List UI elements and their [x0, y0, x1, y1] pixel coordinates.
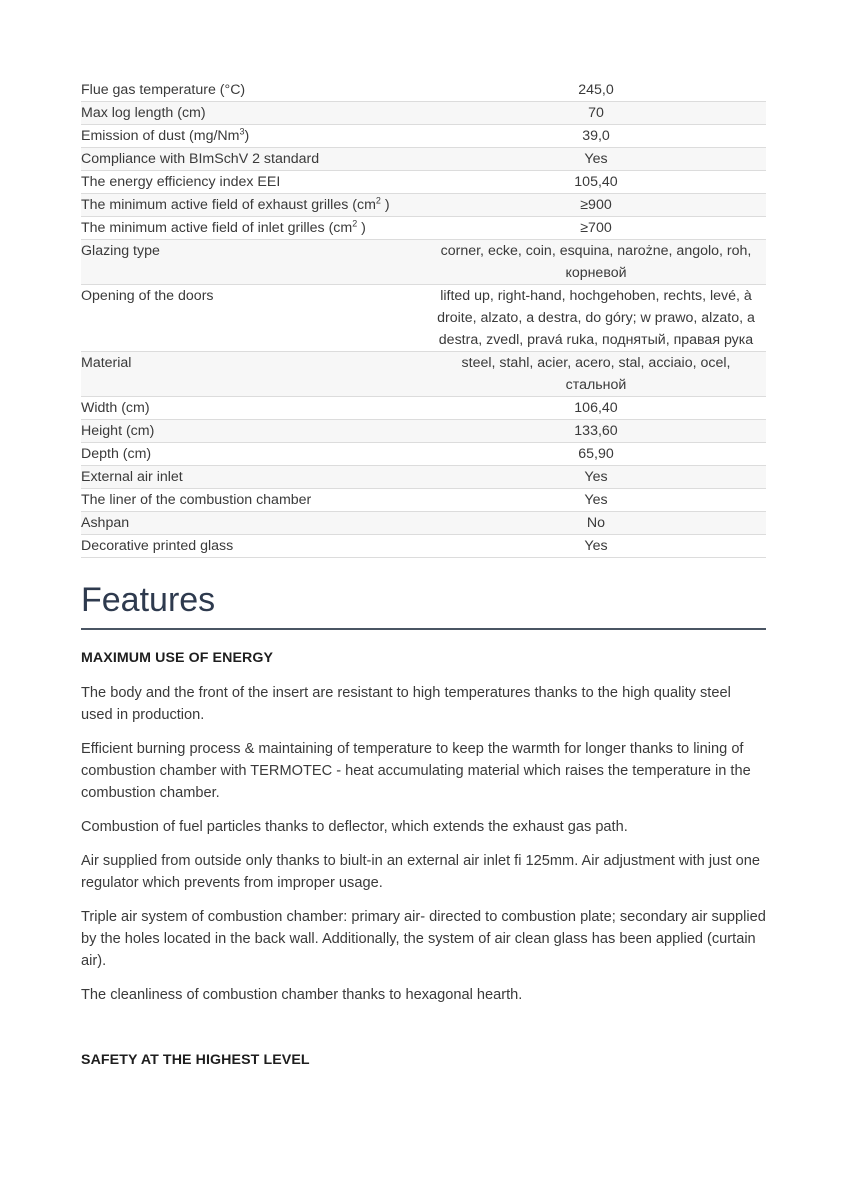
spec-label: The liner of the combustion chamber	[81, 489, 426, 512]
features-section-energy	[81, 650, 766, 1006]
table-row	[81, 535, 766, 558]
table-row	[81, 466, 766, 489]
paragraph: Efficient burning process & maintaining of temperature to keep the warmth for longer thanks to lining of combustion chamber with TERMOTEC - heat accumulating material which raises the temperature in the combustion chamber.	[81, 741, 751, 801]
features-heading: Features	[81, 580, 766, 630]
table-row	[81, 397, 766, 420]
spec-label: Width (cm)	[81, 397, 426, 420]
spec-label: Compliance with BImSchV 2 standard	[81, 148, 426, 171]
spec-value: ≥700	[426, 217, 766, 240]
spec-value: 65,90	[426, 443, 766, 466]
section-heading: MAXIMUM USE OF ENERGY	[81, 650, 274, 666]
spec-value: Yes	[426, 489, 766, 512]
spec-value: 106,40	[426, 397, 766, 420]
spec-value: 39,0	[426, 125, 766, 148]
spec-value: lifted up, right-hand, hochgehoben, rechts, levé, à droite, alzato, a destra, do góry; w prawo, alzato, a destra, zvedl, pravá ruka, поднятый, правая рука	[426, 285, 766, 352]
table-row	[81, 148, 766, 171]
paragraph: Triple air system of combustion chamber: primary air- directed to combustion plate; secondary air supplied by the holes located in the back wall. Additionally, the system of air clean glass has been applied (curtain air).	[81, 909, 766, 969]
table-row	[81, 194, 766, 217]
spec-label-text: The minimum active field of exhaust grilles (cm	[81, 197, 376, 213]
spec-label: Decorative printed glass	[81, 535, 426, 558]
specifications-table	[81, 79, 766, 558]
spec-value: corner, ecke, coin, esquina, narożne, angolo, roh, корневой	[426, 240, 766, 285]
spec-label: External air inlet	[81, 466, 426, 489]
spec-value: 105,40	[426, 171, 766, 194]
spec-value: steel, stahl, acier, acero, stal, acciaio, ocel, стальной	[426, 352, 766, 397]
spec-label-suffix: )	[380, 197, 390, 213]
spec-label: Ashpan	[81, 512, 426, 535]
spec-label: Glazing type	[81, 240, 426, 285]
paragraph: Air supplied from outside only thanks to biult-in an external air inlet fi 125mm. Air adjustment with just one regulator which prevents from improper usage.	[81, 853, 760, 891]
table-row	[81, 102, 766, 125]
spec-label: Material	[81, 352, 426, 397]
spec-label	[81, 217, 426, 240]
table-row	[81, 489, 766, 512]
document-page	[81, 79, 766, 1068]
spec-label: Max log length (cm)	[81, 102, 426, 125]
table-row	[81, 285, 766, 352]
spec-label-text: Emission of dust (mg/Nm	[81, 128, 240, 144]
table-row	[81, 443, 766, 466]
spec-value: Yes	[426, 148, 766, 171]
spec-value: No	[426, 512, 766, 535]
spec-label-superscript: 3	[239, 126, 245, 137]
table-row	[81, 352, 766, 397]
table-row	[81, 512, 766, 535]
spec-label-text: The minimum active field of inlet grilles (cm	[81, 220, 353, 236]
spec-value: Yes	[426, 466, 766, 489]
table-row	[81, 240, 766, 285]
spec-value: 245,0	[426, 79, 766, 102]
spec-value: 70	[426, 102, 766, 125]
spec-label	[81, 194, 426, 217]
spec-label: Depth (cm)	[81, 443, 426, 466]
spec-value: 133,60	[426, 420, 766, 443]
spec-label-superscript: 2	[352, 218, 358, 229]
table-row	[81, 125, 766, 148]
spec-value: Yes	[426, 535, 766, 558]
spec-label: Height (cm)	[81, 420, 426, 443]
spec-label: Flue gas temperature (°C)	[81, 79, 426, 102]
features-section-safety	[81, 1052, 766, 1068]
spec-label	[81, 125, 426, 148]
spec-label-suffix: )	[244, 128, 250, 144]
table-row	[81, 171, 766, 194]
paragraph: Combustion of fuel particles thanks to deflector, which extends the exhaust gas path.	[81, 819, 628, 835]
spec-label-superscript: 2	[375, 195, 381, 206]
spec-label: The energy efficiency index EEI	[81, 171, 426, 194]
table-row	[81, 420, 766, 443]
table-row	[81, 79, 766, 102]
table-row	[81, 217, 766, 240]
spec-value: ≥900	[426, 194, 766, 217]
paragraph: The body and the front of the insert are resistant to high temperatures thanks to the high quality steel used in production.	[81, 685, 731, 723]
paragraph: The cleanliness of combustion chamber thanks to hexagonal hearth.	[81, 987, 523, 1003]
section-heading: SAFETY AT THE HIGHEST LEVEL	[81, 1052, 310, 1068]
spec-label: Opening of the doors	[81, 285, 426, 352]
spec-label-suffix: )	[357, 220, 366, 236]
